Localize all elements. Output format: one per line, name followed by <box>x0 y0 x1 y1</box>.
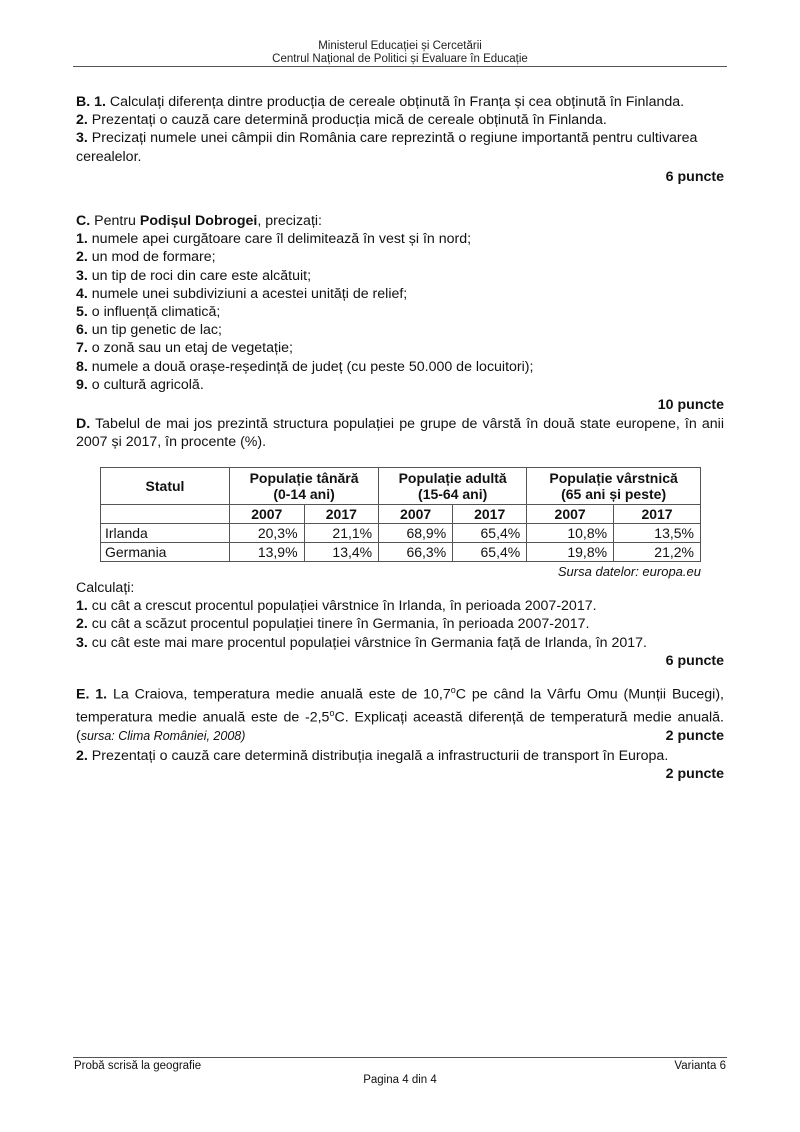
section-e-2: 2. Prezentați o cauză care determină distribuția inegală a infrastructurii de transport în Europa. 2 puncte <box>76 748 724 783</box>
c-item: 6. un tip genetic de lac; <box>76 322 222 339</box>
table-source: Sursa datelor: europa.eu <box>557 564 701 579</box>
section-c <box>76 212 724 414</box>
table-header-row <box>101 468 701 505</box>
section-e-1: E. 1. La Craiova, temperatura medie anuală este de 10,7$^o$C pe când la Vârfu Omu (Munții Bucegi), temperatura medie anuală este de -2,5$^o$C. Explicați această diferență de temperatură medie anuală. (sursa: Clima României, 2008) 2 puncte <box>76 685 724 744</box>
table-cell: 65,4% <box>453 543 527 562</box>
table-cell: 68,9% <box>379 524 453 543</box>
state-name: Germania <box>101 543 230 562</box>
year-header: 2007 <box>230 505 305 524</box>
d-item: 1. cu cât a crescut procentul populației vârstnice în Irlanda, în perioada 2007-2017. <box>76 598 597 615</box>
d-item: 3. cu cât este mai mare procentul populației vârstnice în Germania față de Irlanda, în 2017. <box>76 634 647 651</box>
e1-points: 2 puncte <box>665 727 724 744</box>
b-item-3: 3. Precizați numele unei câmpii din România care reprezintă o regiune importantă pentru cultivarea cerealelor. <box>76 130 698 165</box>
table-row <box>101 524 701 543</box>
year-header: 2017 <box>614 505 701 524</box>
c-item: 2. un mod de formare; <box>76 249 216 266</box>
footer-exam-name: Probă scrisă la geografie <box>74 1060 202 1072</box>
c-item: 1. numele apei curgătoare care îl delimitează în vest și în nord; <box>76 231 472 248</box>
table-cell: 13,4% <box>304 543 379 562</box>
table-cell: 13,9% <box>230 543 305 562</box>
state-name: Irlanda <box>101 524 230 543</box>
header-ministry: Ministerul Educației și Cercetării <box>318 40 482 52</box>
c-item: 4. numele unei subdiviziuni a acestei unități de relief; <box>76 285 408 302</box>
footer-divider <box>73 1057 727 1058</box>
page-number: Pagina 4 din 4 <box>363 1074 437 1086</box>
b-item-2: 2. Prezentați o cauză care determină producția mică de cereale obținută în Finlanda. <box>76 112 607 129</box>
col-group-adult: Populație adultă (15-64 ani) <box>379 468 527 505</box>
c-points: 10 puncte <box>657 397 724 414</box>
col-state: Statul <box>101 468 230 505</box>
section-d-intro: D. Tabelul de mai jos prezintă structura populației pe grupe de vârstă în două state europene, în anii 2007 și 2017, în procente (%). <box>76 416 724 451</box>
table-cell: 13,5% <box>614 524 701 543</box>
year-header: 2017 <box>304 505 379 524</box>
section-d-questions <box>76 579 724 670</box>
col-group-young: Populație tânără (0-14 ani) <box>230 468 379 505</box>
e1-source: sursa: Clima României, 2008) <box>80 728 246 743</box>
table-cell: 19,8% <box>527 543 614 562</box>
calc-label: Calculați: <box>76 580 135 596</box>
c-item: 5. o influență climatică; <box>76 304 221 321</box>
e2-points: 2 puncte <box>665 766 724 783</box>
population-table <box>100 467 701 562</box>
table-cell: 10,8% <box>527 524 614 543</box>
footer-variant: Varianta 6 <box>674 1060 726 1072</box>
year-header: 2017 <box>453 505 527 524</box>
section-b <box>76 93 724 186</box>
header-divider <box>73 66 727 67</box>
table-cell: 21,1% <box>304 524 379 543</box>
header-center: Centrul Național de Politici și Evaluare în Educație <box>272 53 528 65</box>
d-item: 2. cu cât a scăzut procentul populației tinere în Germania, în perioada 2007-2017. <box>76 616 590 633</box>
table-year-row <box>101 505 701 524</box>
page-header <box>73 40 727 66</box>
c-subject: Podișul Dobrogei <box>139 213 258 229</box>
year-header: 2007 <box>527 505 614 524</box>
table-cell: 65,4% <box>453 524 527 543</box>
year-header: 2007 <box>379 505 453 524</box>
c-intro: C. Pentru Podișul Dobrogei, precizați: <box>76 213 322 229</box>
c-item: 9. o cultură agricolă. <box>76 376 204 393</box>
c-item: 3. un tip de roci din care este alcătuit; <box>76 267 312 284</box>
c-item: 7. o zonă sau un etaj de vegetație; <box>76 340 293 357</box>
b-item-1: B. 1. Calculați diferența dintre producția de cereale obținută în Franța și cea obținută în Finlanda. <box>76 94 685 110</box>
table-cell: 21,2% <box>614 543 701 562</box>
c-item: 8. numele a două orașe-reședință de județ (cu peste 50.000 de locuitori); <box>76 358 534 375</box>
table-cell: 20,3% <box>230 524 305 543</box>
col-group-elderly: Populație vârstnică (65 ani și peste) <box>527 468 701 505</box>
b-points: 6 puncte <box>665 168 724 185</box>
d-points: 6 puncte <box>665 652 724 669</box>
table-row <box>101 543 701 562</box>
table-cell: 66,3% <box>379 543 453 562</box>
